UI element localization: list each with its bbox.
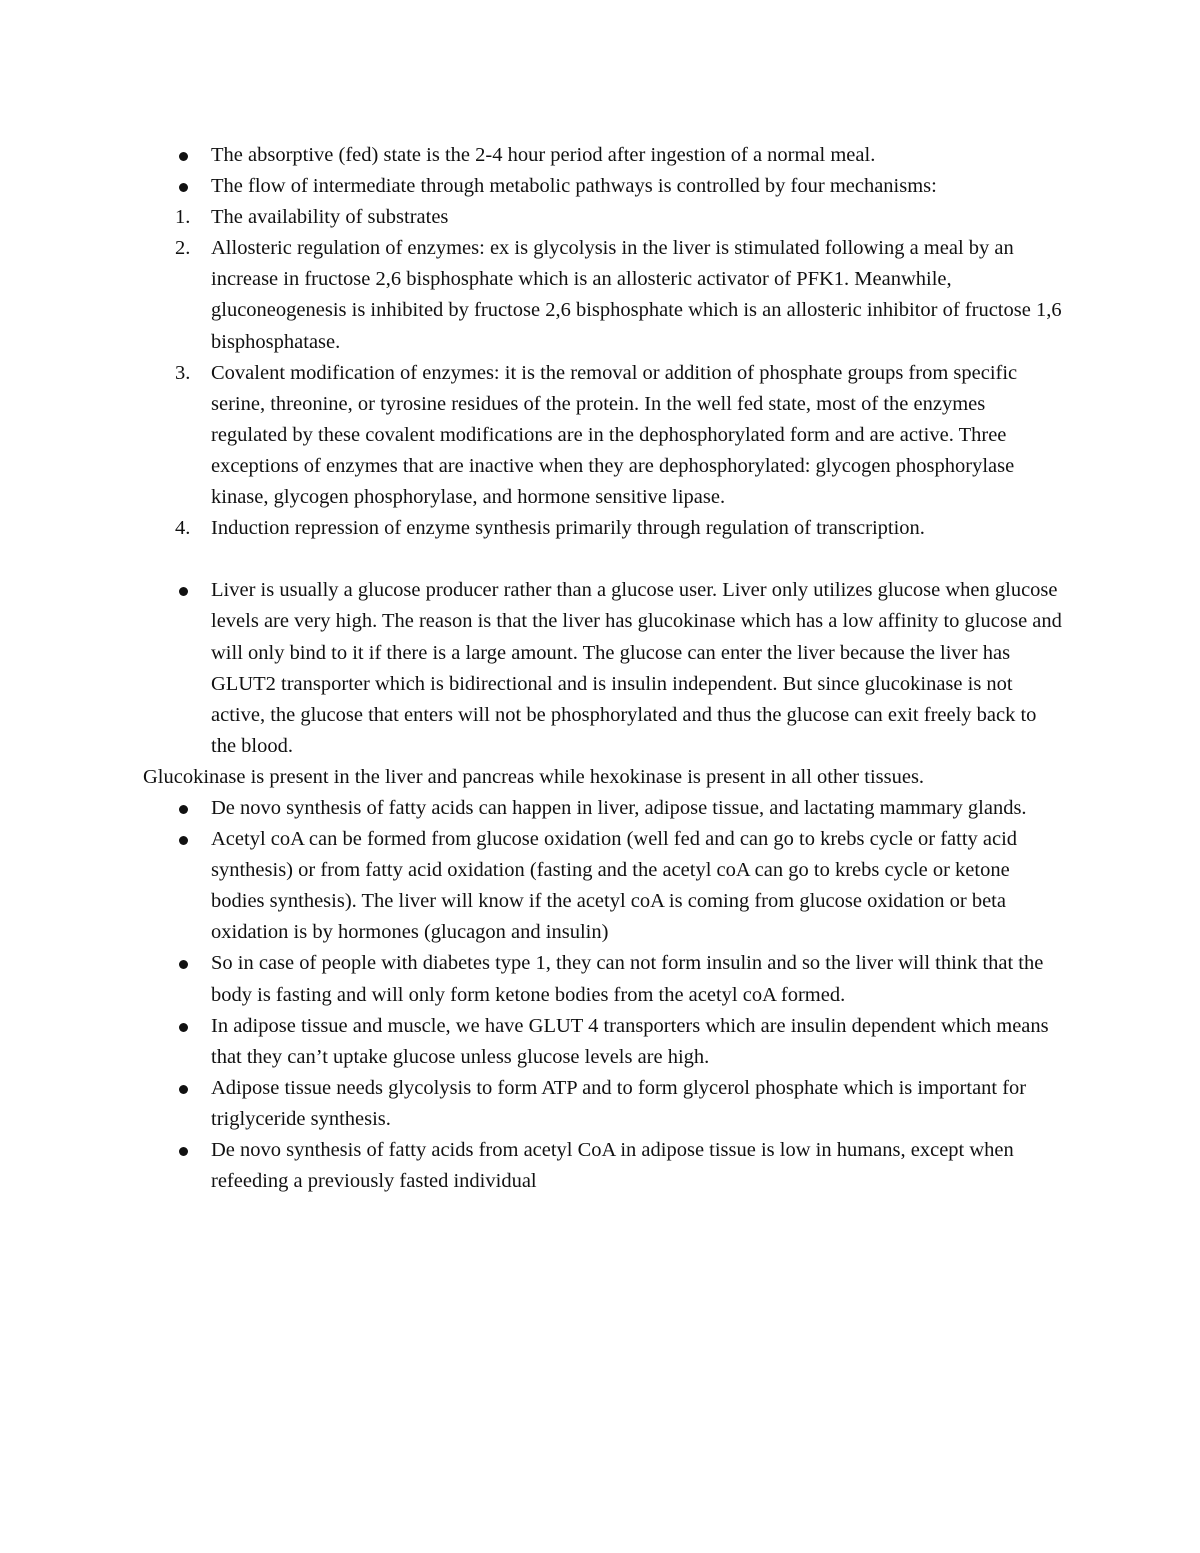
bullet-dot-icon [179,1085,188,1094]
bullet-text: The absorptive (fed) state is the 2-4 hour period after ingestion of a normal meal. [211,144,876,166]
bullet-dot-icon [179,960,188,969]
blank-line [0,544,1200,575]
numbered-item [0,358,1066,513]
bullet-dot-icon [179,152,188,161]
bullet-text: The flow of intermediate through metabolic pathways is controlled by four mechanisms: [211,175,937,198]
numbered-item [0,233,1066,357]
bullet-marker [172,140,202,171]
list-number-label: 2. [175,237,191,260]
list-number-label: 1. [175,206,191,229]
bullet-item [0,1073,1066,1135]
bullet-marker [172,575,202,606]
bullet-item [0,1135,1066,1197]
bullet-marker [172,824,202,855]
bullet-text: Liver is usually a glucose producer rather than a glucose user. Liver only utilizes glucose when glucose levels are very high. The reason is that the liver has glucokinase which has a low affinity to glucose and will only bind to it if there is a large amount. The glucose can enter the liver because the liver has GLUT2 transporter which is bidirectional and is insulin independent. But since glucokinase is not active, the glucose that enters will not be phosphorylated and thus the glucose can exit freely back to the blood. [211,579,1062,757]
bullet-item [0,793,1066,824]
bullet-marker [172,948,202,979]
bullet-marker [172,171,202,202]
list-number [172,358,202,389]
list-number [172,202,202,233]
numbered-item [0,202,1066,233]
bullet-dot-icon [179,1023,188,1032]
bullet-marker [172,793,202,824]
bullet-text: Adipose tissue needs glycolysis to form ATP and to form glycerol phosphate which is important for triglyceride synthesis. [211,1076,1027,1130]
list-number [172,233,202,264]
bullet-text: De novo synthesis of fatty acids can happen in liver, adipose tissue, and lactating mammary glands. [211,796,1027,819]
bullet-item [0,575,1066,762]
numbered-item [0,513,1066,544]
list-number [172,513,202,544]
numbered-text: Induction repression of enzyme synthesis primarily through regulation of transcription. [211,517,925,540]
list-number-label: 3. [175,361,191,384]
bullet-marker [172,1135,202,1166]
bullet-item [0,140,1066,171]
bullet-text: Acetyl coA can be formed from glucose oxidation (well fed and can go to krebs cycle or fatty acid synthesis) or from fatty acid oxidation (fasting and the acetyl coA can go to krebs cycle or ketone bodies synthesis). The liver will know if the acetyl coA is coming from glucose oxidation or beta oxidation is by hormones (glucagon and insulin) [211,828,1018,944]
bullet-text: In adipose tissue and muscle, we have GLUT 4 transporters which are insulin dependent which means that they can’t uptake glucose unless glucose levels are high. [211,1014,1049,1068]
bullet-text: So in case of people with diabetes type 1, they can not form insulin and so the liver will think that the body is fasting and will only form ketone bodies from the acetyl coA formed. [211,952,1044,1006]
bullet-dot-icon [179,183,188,192]
bullet-item [0,824,1066,948]
bullet-marker [172,1073,202,1104]
document-body [0,140,1200,1197]
bullet-text: De novo synthesis of fatty acids from acetyl CoA in adipose tissue is low in humans, except when refeeding a previously fasted individual [211,1139,1014,1193]
bullet-dot-icon [179,836,188,845]
numbered-text: The availability of substrates [211,206,449,229]
bullet-dot-icon [179,587,188,596]
numbered-text: Allosteric regulation of enzymes: ex is glycolysis in the liver is stimulated following a meal by an increase in fructose 2,6 bisphosphate which is an allosteric activator of PFK1. Meanwhile, gluconeogenesis is inhibited by fructose 2,6 bisphosphate which is an allosteric inhibitor of fructose 1,6 bisphosphatase. [211,237,1062,353]
list-number-label: 4. [175,517,191,540]
bullet-item [0,1011,1066,1073]
bullet-marker [172,1011,202,1042]
bullet-item [0,948,1066,1010]
bullet-dot-icon [179,1147,188,1156]
numbered-text: Covalent modification of enzymes: it is the removal or addition of phosphate groups from specific serine, threonine, or tyrosine residues of the protein. In the well fed state, most of the enzymes regulated by these covalent modifications are in the dephosphorylated form and are active. Three exceptions of enzymes that are inactive when they are dephosphorylated: glycogen phosphorylase kinase, glycogen phosphorylase, and hormone sensitive lipase. [211,361,1018,509]
plain-paragraph: Glucokinase is present in the liver and pancreas while hexokinase is present in all other tissues. [143,765,925,788]
bullet-dot-icon [179,805,188,814]
bullet-item [0,171,1066,202]
